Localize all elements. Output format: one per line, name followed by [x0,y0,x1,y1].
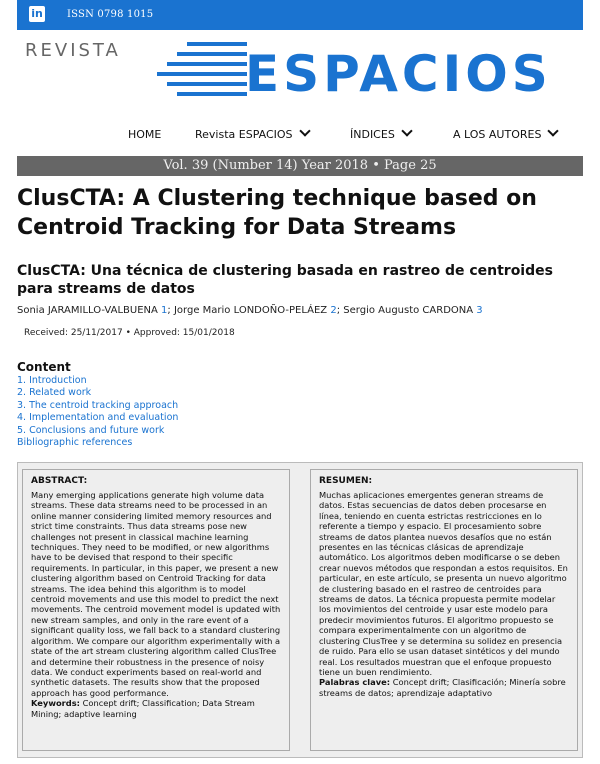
author-name: Jorge Mario LONDOÑO-PELÁEZ [173,305,328,316]
abstract-text: Many emerging applications generate high volume data streams. These data streams need to be processed in an online manner considering limited memory resources and strict time constraints. Thus data streams pose new challenges not present in classical machine learning techniques. They need to be modified, or new algorithms have to be devised that respond to their specific requirements. In particular, in this paper, we present a new clustering algorithm based on Centroid Tracking for data streams. The idea behind this algorithm is to model centroid movements and use this model to predict the next movements. The centroid movement model is updated with new stream samples, and only in the rare event of a significant quality loss, we fall back to a standard clustering algorithm. We compare our algorithm experimentally with a state of the art stream clustering algorithm called ClusTree and determine their robustness in the presence of noisy data. We conduct experiments based on real-world and synthetic datasets. The results show that the proposed approach has good performance. [31,490,281,698]
author-name: Sergio Augusto CARDONA [343,305,474,316]
toc-link-conclusions[interactable]: 5. Conclusions and future work [17,424,165,436]
abstract-heading: ABSTRACT: [31,476,88,486]
top-bar [17,0,583,30]
volume-bar: Vol. 39 (Number 14) Year 2018 • Page 25 [17,156,583,176]
nav-indices[interactable] [350,128,411,141]
resumen-body [319,490,569,698]
logo-revista-text: REVISTA [25,40,121,61]
author-ref-link[interactable]: 2 [330,305,337,316]
abstract-section [17,462,583,758]
logo-espacios-text: ESPACIOS [245,45,552,103]
logo-stripes-icon [147,40,247,104]
site-logo[interactable] [17,36,583,110]
nav-home[interactable]: HOME [128,128,162,141]
toc-link-introduction[interactable]: 1. Introduction [17,375,87,386]
palabras-clave-text: Concept drift; Clasificación; Minería sobre streams de datos; aprendizaje adaptativo [319,677,566,698]
chevron-down-icon [401,125,412,136]
author-ref-link[interactable]: 3 [476,305,483,316]
toc-link-references[interactable]: Bibliographic references [17,437,133,449]
abstract-box [22,469,290,751]
nav-revista[interactable] [195,128,309,141]
author-list [17,305,483,316]
palabras-clave-label: Palabras clave: [319,677,391,688]
article-subtitle: ClusCTA: Una técnica de clustering basada en rastreo de centroides para streams de datos [17,263,553,297]
received-approved-dates: Received: 25/11/2017 • Approved: 15/01/2018 [24,328,235,338]
abstract-body [31,490,281,719]
content-heading: Content [17,360,71,374]
nav-autores[interactable] [453,128,557,141]
resumen-box [310,469,578,751]
linkedin-icon[interactable]: in [29,6,45,22]
main-nav [0,124,600,146]
chevron-down-icon [548,125,559,136]
table-of-contents [17,375,178,449]
article-title: ClusCTA: A Clustering technique based on Centroid Tracking for Data Streams [17,186,537,240]
issn-text: ISSN 0798 1015 [67,9,154,20]
toc-link-related-work[interactable]: 2. Related work [17,387,92,399]
keywords-label: Keywords: [31,698,80,709]
author-separator: ; [167,305,171,316]
toc-link-centroid-tracking[interactable]: 3. The centroid tracking approach [17,399,179,411]
nav-indices-label: ÍNDICES [350,128,395,141]
keywords-text: Concept drift; Classification; Data Stream Mining; adaptive learning [31,698,255,719]
author-ref-link[interactable]: 1 [161,305,168,316]
author-name: Sonia JARAMILLO-VALBUENA [17,305,158,316]
chevron-down-icon [299,125,310,136]
resumen-text: Muchas aplicaciones emergentes generan streams de datos. Estas secuencias de datos deben procesarse en línea, teniendo en cuenta estrictas restricciones en lo referente a tiempo y espacio. El procesamiento sobre streams de datos plantea nuevos desafíos que no están presentes en las técnicas clásicas de aprendizaje automático. Los algoritmos deben modificarse o se deben crear nuevos métodos que respondan a estos requisitos. En particular, en este artículo, se presenta un nuevo algoritmo de clustering basado en el rastreo de centroides para streams de datos. La técnica propuesta permite modelar los movimientos del centroide y usar este modelo para predecir movimientos futuros. El algoritmo propuesto se compara experimentalmente con un algoritmo de clustering ClusTree y se determina su solidez en presencia de ruido. Para ello se usan dataset sintéticos y del mundo real. Los resultados muestran que el enfoque propuesto tiene un buen rendimiento. [319,490,568,677]
toc-link-implementation[interactable]: 4. Implementation and evaluation [17,412,179,424]
nav-autores-label: A LOS AUTORES [453,128,542,141]
resumen-heading: RESUMEN: [319,476,373,486]
nav-revista-label: Revista ESPACIOS [195,128,293,141]
author-separator: ; [336,305,341,316]
